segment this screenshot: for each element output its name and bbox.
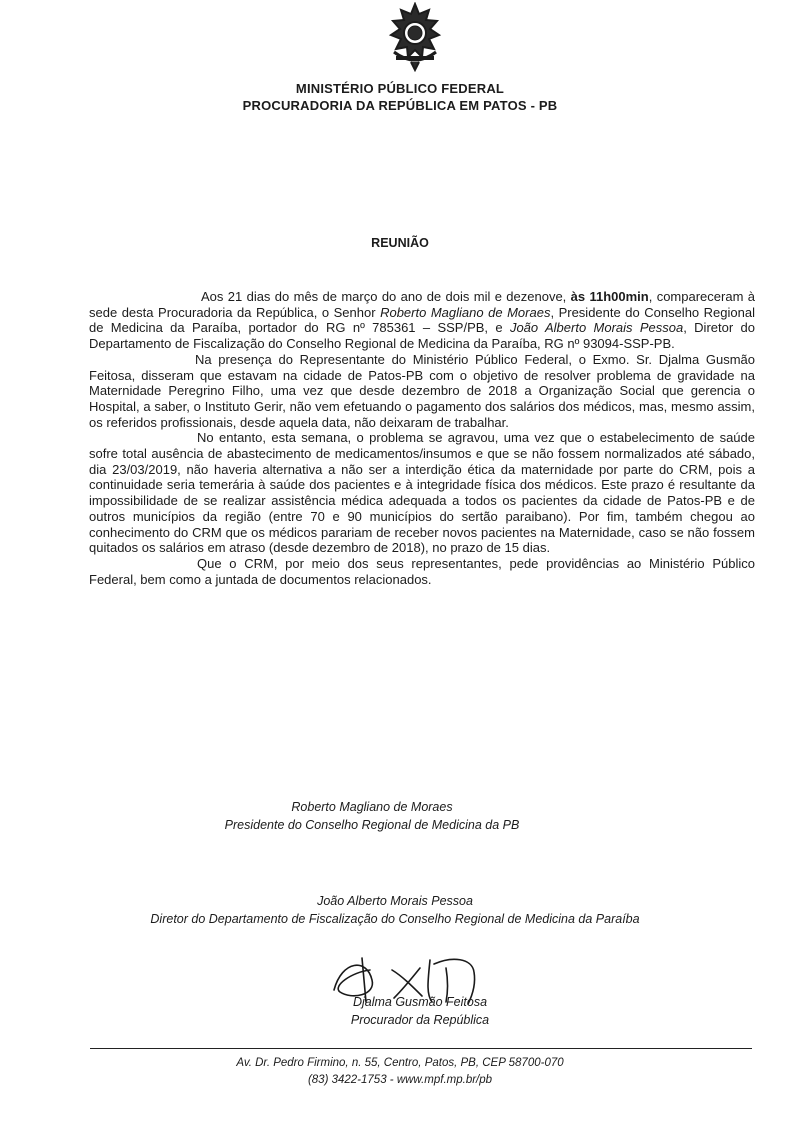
signatory-name: Djalma Gusmão Feitosa bbox=[352, 995, 488, 1009]
document-title: REUNIÃO bbox=[371, 236, 429, 250]
p1-text-e: , Presidente do Conselho Regional de Medicina da Paraíba, portador do RG nº 785361 – SSP/PB, e bbox=[89, 304, 755, 336]
p1-time: às 11h00min bbox=[570, 289, 649, 304]
footer-address: Av. Dr. Pedro Firmino, n. 55, Centro, Patos, PB, CEP 58700-070 bbox=[236, 1057, 564, 1069]
footer-divider bbox=[90, 1048, 752, 1049]
header-line-2: PROCURADORIA DA REPÚBLICA EM PATOS - PB bbox=[242, 98, 558, 113]
signatory-name: João Alberto Morais Pessoa bbox=[317, 894, 473, 908]
footer bbox=[0, 1055, 800, 1089]
signatory-role: Diretor do Departamento de Fiscalização do Conselho Regional de Medicina da Paraíba bbox=[150, 912, 640, 926]
p1-text-c: , compareceram à sede desta Procuradoria da República, o Senhor bbox=[89, 289, 755, 320]
paragraph-2: Na presença do Representante do Ministério Público Federal, o Exmo. Sr. Djalma Gusmão Feitosa, disseram que estavam na cidade de Patos-PB com o objetivo de resolver problema de gravidade na Maternidade Peregrino Filho, uma vez que desde dezembro de 2018 a Organização Social que gerencia o Hospital, a saber, o Instituto Gerir, não vem efetuando o pagamento dos salários dos médicos, mas, mesmo assim, os referidos profissionais, desde aquela data, não deixaram de trabalhar. bbox=[89, 351, 755, 430]
document-body bbox=[89, 289, 755, 587]
footer-contact: (83) 3422-1753 - www.mpf.mp.br/pb bbox=[307, 1074, 493, 1086]
signatory-name: Roberto Magliano de Moraes bbox=[291, 800, 453, 814]
signatory-role: Presidente do Conselho Regional de Medicina da PB bbox=[224, 818, 520, 832]
signature-block-joao bbox=[0, 892, 795, 928]
brazil-coat-of-arms-icon bbox=[382, 2, 448, 72]
paragraph-4: Que o CRM, por meio dos seus representantes, pede providências ao Ministério Público Federal, bem como a juntada de documentos relacionados. bbox=[89, 555, 755, 587]
institution-header bbox=[0, 80, 800, 114]
signatory-role: Procurador da República bbox=[350, 1013, 490, 1027]
signature-block-roberto bbox=[0, 798, 772, 834]
p1-name-roberto: Roberto Magliano de Moraes bbox=[380, 304, 551, 320]
signature-block-djalma bbox=[20, 993, 800, 1029]
paragraph-1 bbox=[89, 289, 755, 352]
paragraph-3: No entanto, esta semana, o problema se agravou, uma vez que o estabelecimento de saúde sofre total ausência de abastecimento de medicamentos/insumos e que se não fossem normalizados até sábado, dia 23/03/2019, não haveria alternativa a não ser a interdição ética da maternidade por parte do CRM, pois a continuidade seria temerária à saúde dos pacientes e à integridade física dos médicos. Este prazo é resultante da impossibilidade de se realizar assistência médica adequada a todos os pacientes da cidade de Patos-PB e de outros municípios da região (entre 70 e 90 municípios do sertão paraibano). Por fim, também chegou ao conhecimento do CRM que os médicos parariam de receber novos pacientes na Maternidade, caso se não fossem quitados os salários em atraso (desde dezembro de 2018), no prazo de 15 dias. bbox=[89, 430, 755, 556]
header-line-1: MINISTÉRIO PÚBLICO FEDERAL bbox=[295, 81, 505, 96]
p1-text-a: Aos 21 dias do mês de março do ano de dois mil e dezenove, bbox=[201, 289, 571, 304]
p1-text-g: , Diretor do Departamento de Fiscalização do Conselho Regional de Medicina da Paraíba, RG nº 93094-SSP-PB. bbox=[89, 320, 755, 352]
p1-name-joao: João Alberto Morais Pessoa bbox=[509, 320, 684, 336]
